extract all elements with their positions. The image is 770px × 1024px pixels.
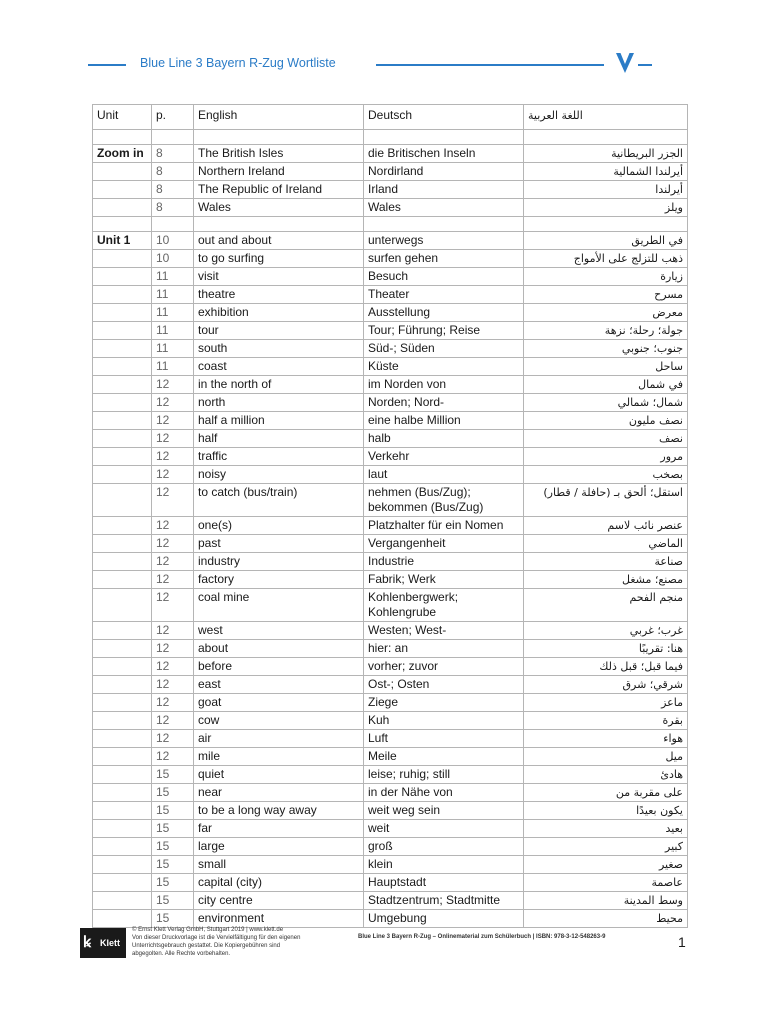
spacer-cell xyxy=(93,217,152,232)
unit-cell xyxy=(93,748,152,766)
copyright-line: Von dieser Druckvorlage ist die Vervielfältigung für den eigenen xyxy=(132,935,301,941)
page-cell: 12 xyxy=(152,640,194,658)
deutsch-cell: Platzhalter für ein Nomen xyxy=(364,517,524,535)
vocab-row xyxy=(93,676,688,694)
deutsch-cell: Irland xyxy=(364,181,524,199)
deutsch-cell: Küste xyxy=(364,358,524,376)
unit-cell: Zoom in xyxy=(93,145,152,163)
deutsch-cell: Süd-; Süden xyxy=(364,340,524,358)
english-cell: tour xyxy=(194,322,364,340)
english-cell: noisy xyxy=(194,466,364,484)
unit-cell xyxy=(93,181,152,199)
english-cell: coal mine xyxy=(194,589,364,622)
deutsch-cell: eine halbe Million xyxy=(364,412,524,430)
arabic-cell: ماعز xyxy=(524,694,688,712)
arabic-cell: بقرة xyxy=(524,712,688,730)
deutsch-cell: in der Nähe von xyxy=(364,784,524,802)
unit-cell xyxy=(93,199,152,217)
english-cell: to go surfing xyxy=(194,250,364,268)
english-cell: west xyxy=(194,622,364,640)
page-cell: 15 xyxy=(152,892,194,910)
arabic-cell: وسط المدينة xyxy=(524,892,688,910)
deutsch-cell: Tour; Führung; Reise xyxy=(364,322,524,340)
page-cell: 8 xyxy=(152,163,194,181)
column-header-page: p. xyxy=(152,105,194,130)
spacer-cell xyxy=(364,130,524,145)
english-cell: to be a long way away xyxy=(194,802,364,820)
unit-cell xyxy=(93,322,152,340)
english-cell: large xyxy=(194,838,364,856)
deutsch-cell: Verkehr xyxy=(364,448,524,466)
unit-cell xyxy=(93,448,152,466)
english-cell: past xyxy=(194,535,364,553)
copyright-line: abgegolten. Alle Rechte vorbehalten. xyxy=(132,951,231,957)
english-cell: before xyxy=(194,658,364,676)
english-cell: about xyxy=(194,640,364,658)
english-cell: north xyxy=(194,394,364,412)
page-cell: 15 xyxy=(152,766,194,784)
page-cell: 12 xyxy=(152,589,194,622)
page-cell: 8 xyxy=(152,181,194,199)
arabic-cell: محيط xyxy=(524,910,688,928)
vocab-row xyxy=(93,589,688,622)
arabic-cell: هادئ xyxy=(524,766,688,784)
page-cell: 12 xyxy=(152,448,194,466)
arabic-cell: مرور xyxy=(524,448,688,466)
spacer-cell xyxy=(194,130,364,145)
english-cell: mile xyxy=(194,748,364,766)
unit-cell xyxy=(93,712,152,730)
arabic-cell: على مقربة من xyxy=(524,784,688,802)
arabic-cell: الجزر البريطانية xyxy=(524,145,688,163)
arabic-cell: ساحل xyxy=(524,358,688,376)
spacer-cell xyxy=(93,130,152,145)
unit-cell xyxy=(93,802,152,820)
vocab-row xyxy=(93,268,688,286)
vocab-row xyxy=(93,820,688,838)
arabic-cell: مصنع؛ مشغل xyxy=(524,571,688,589)
unit-cell xyxy=(93,874,152,892)
unit-cell xyxy=(93,589,152,622)
page-cell: 10 xyxy=(152,250,194,268)
arabic-cell: أيرلندا xyxy=(524,181,688,199)
deutsch-cell: Ausstellung xyxy=(364,304,524,322)
arabic-cell: نصف xyxy=(524,430,688,448)
vocab-row xyxy=(93,658,688,676)
english-cell: industry xyxy=(194,553,364,571)
english-cell: half a million xyxy=(194,412,364,430)
vocab-row xyxy=(93,874,688,892)
english-cell: out and about xyxy=(194,232,364,250)
page-cell: 12 xyxy=(152,394,194,412)
deutsch-cell: leise; ruhig; still xyxy=(364,766,524,784)
arabic-cell: فيما قبل؛ قبل ذلك xyxy=(524,658,688,676)
deutsch-cell: Besuch xyxy=(364,268,524,286)
english-cell: exhibition xyxy=(194,304,364,322)
arabic-cell: منجم الفحم xyxy=(524,589,688,622)
unit-cell xyxy=(93,430,152,448)
unit-cell xyxy=(93,892,152,910)
english-cell: The British Isles xyxy=(194,145,364,163)
arabic-cell: في الطريق xyxy=(524,232,688,250)
unit-cell xyxy=(93,676,152,694)
vocab-row xyxy=(93,622,688,640)
copyright-notice xyxy=(132,926,372,958)
vocabulary-table xyxy=(92,104,688,928)
header-rule-right xyxy=(376,64,604,66)
page-cell: 12 xyxy=(152,658,194,676)
unit-cell xyxy=(93,286,152,304)
english-cell: city centre xyxy=(194,892,364,910)
arabic-cell: بعيد xyxy=(524,820,688,838)
page-cell: 12 xyxy=(152,517,194,535)
unit-cell xyxy=(93,517,152,535)
deutsch-cell: Hauptstadt xyxy=(364,874,524,892)
arabic-cell: ميل xyxy=(524,748,688,766)
english-cell: one(s) xyxy=(194,517,364,535)
arabic-cell: الماضي xyxy=(524,535,688,553)
english-cell: south xyxy=(194,340,364,358)
arabic-cell: بصخب xyxy=(524,466,688,484)
page-footer xyxy=(80,926,700,966)
unit-cell xyxy=(93,766,152,784)
arabic-cell: نصف مليون xyxy=(524,412,688,430)
deutsch-cell: im Norden von xyxy=(364,376,524,394)
unit-cell xyxy=(93,910,152,928)
page-cell: 15 xyxy=(152,856,194,874)
klett-logo-text: Klett xyxy=(100,938,120,948)
unit-cell xyxy=(93,694,152,712)
section-spacer xyxy=(93,130,688,145)
page-cell: 12 xyxy=(152,571,194,589)
vocab-row xyxy=(93,535,688,553)
unit-cell xyxy=(93,856,152,874)
header-rule-end xyxy=(638,64,652,66)
vocab-row xyxy=(93,199,688,217)
table-header-row xyxy=(93,105,688,130)
arabic-cell: صغير xyxy=(524,856,688,874)
copyright-line: © Ernst Klett Verlag GmbH, Stuttgart 2019 | www.klett.de xyxy=(132,927,284,933)
page-cell: 12 xyxy=(152,430,194,448)
page-cell: 12 xyxy=(152,622,194,640)
arabic-cell: معرض xyxy=(524,304,688,322)
vocab-row xyxy=(93,784,688,802)
english-cell: goat xyxy=(194,694,364,712)
deutsch-cell: Nordirland xyxy=(364,163,524,181)
unit-cell: Unit 1 xyxy=(93,232,152,250)
klett-logo xyxy=(80,928,126,958)
deutsch-cell: die Britischen Inseln xyxy=(364,145,524,163)
vocab-row xyxy=(93,340,688,358)
vocab-row xyxy=(93,358,688,376)
page-header xyxy=(88,52,654,78)
unit-cell xyxy=(93,658,152,676)
unit-cell xyxy=(93,838,152,856)
vocab-row xyxy=(93,145,688,163)
arabic-cell: أيرلندا الشمالية xyxy=(524,163,688,181)
unit-cell xyxy=(93,784,152,802)
unit-cell xyxy=(93,163,152,181)
deutsch-cell: Theater xyxy=(364,286,524,304)
vocab-row xyxy=(93,517,688,535)
page-cell: 11 xyxy=(152,322,194,340)
vocab-row xyxy=(93,466,688,484)
deutsch-cell: Luft xyxy=(364,730,524,748)
vocab-row xyxy=(93,910,688,928)
column-header-english: English xyxy=(194,105,364,130)
arabic-cell: جنوب؛ جنوبي xyxy=(524,340,688,358)
arabic-cell: هنا: تقريبًا xyxy=(524,640,688,658)
unit-cell xyxy=(93,640,152,658)
vocab-row xyxy=(93,430,688,448)
english-cell: near xyxy=(194,784,364,802)
deutsch-cell: Westen; West- xyxy=(364,622,524,640)
deutsch-cell: klein xyxy=(364,856,524,874)
page-cell: 12 xyxy=(152,535,194,553)
spacer-cell xyxy=(152,217,194,232)
vocab-row xyxy=(93,571,688,589)
unit-cell xyxy=(93,304,152,322)
deutsch-cell: Wales xyxy=(364,199,524,217)
arabic-cell: مسرح xyxy=(524,286,688,304)
arabic-cell: ذهب للتزلج على الأمواج xyxy=(524,250,688,268)
page-cell: 12 xyxy=(152,730,194,748)
english-cell: visit xyxy=(194,268,364,286)
page-cell: 15 xyxy=(152,910,194,928)
page-cell: 12 xyxy=(152,553,194,571)
english-cell: half xyxy=(194,430,364,448)
page-cell: 12 xyxy=(152,712,194,730)
page-cell: 11 xyxy=(152,268,194,286)
deutsch-cell: hier: an xyxy=(364,640,524,658)
deutsch-cell: weit xyxy=(364,820,524,838)
english-cell: cow xyxy=(194,712,364,730)
spacer-cell xyxy=(524,217,688,232)
page-cell: 8 xyxy=(152,145,194,163)
english-cell: coast xyxy=(194,358,364,376)
page-cell: 15 xyxy=(152,784,194,802)
deutsch-cell: Industrie xyxy=(364,553,524,571)
arabic-cell: زيارة xyxy=(524,268,688,286)
unit-cell xyxy=(93,820,152,838)
arabic-cell: ويلز xyxy=(524,199,688,217)
vocab-row xyxy=(93,163,688,181)
unit-cell xyxy=(93,376,152,394)
arabic-cell: شرقي؛ شرق xyxy=(524,676,688,694)
spacer-cell xyxy=(364,217,524,232)
spacer-cell xyxy=(194,217,364,232)
unit-cell xyxy=(93,250,152,268)
page-cell: 11 xyxy=(152,286,194,304)
english-cell: east xyxy=(194,676,364,694)
vocab-row xyxy=(93,640,688,658)
english-cell: small xyxy=(194,856,364,874)
deutsch-cell: Ziege xyxy=(364,694,524,712)
english-cell: far xyxy=(194,820,364,838)
vocab-row xyxy=(93,181,688,199)
deutsch-cell: Vergangenheit xyxy=(364,535,524,553)
page-cell: 12 xyxy=(152,466,194,484)
unit-cell xyxy=(93,484,152,517)
page-number: 1 xyxy=(678,934,686,950)
arabic-cell: في شمال xyxy=(524,376,688,394)
unit-cell xyxy=(93,730,152,748)
arabic-cell: جولة؛ رحلة؛ نزهة xyxy=(524,322,688,340)
section-spacer xyxy=(93,217,688,232)
vocab-row xyxy=(93,232,688,250)
vocab-row xyxy=(93,376,688,394)
english-cell: theatre xyxy=(194,286,364,304)
english-cell: to catch (bus/train) xyxy=(194,484,364,517)
arabic-cell: عاصمة xyxy=(524,874,688,892)
klett-symbol-icon: ꝃ xyxy=(83,934,92,951)
unit-cell xyxy=(93,466,152,484)
deutsch-cell: Umgebung xyxy=(364,910,524,928)
arabic-cell: غرب؛ غربي xyxy=(524,622,688,640)
page-cell: 12 xyxy=(152,412,194,430)
page-cell: 15 xyxy=(152,874,194,892)
arabic-cell: هواء xyxy=(524,730,688,748)
arabic-cell: عنصر نائب لاسم xyxy=(524,517,688,535)
deutsch-cell: nehmen (Bus/Zug); bekommen (Bus/Zug) xyxy=(364,484,524,517)
arabic-cell: يكون بعيدًا xyxy=(524,802,688,820)
english-cell: quiet xyxy=(194,766,364,784)
english-cell: environment xyxy=(194,910,364,928)
vocab-row xyxy=(93,412,688,430)
page-cell: 15 xyxy=(152,802,194,820)
deutsch-cell: laut xyxy=(364,466,524,484)
unit-cell xyxy=(93,553,152,571)
page-cell: 12 xyxy=(152,748,194,766)
unit-cell xyxy=(93,535,152,553)
page-cell: 11 xyxy=(152,358,194,376)
arabic-cell: كبير xyxy=(524,838,688,856)
unit-cell xyxy=(93,340,152,358)
vocab-row xyxy=(93,730,688,748)
vocab-row xyxy=(93,766,688,784)
arabic-cell: شمال؛ شمالي xyxy=(524,394,688,412)
deutsch-cell: Stadtzentrum; Stadtmitte xyxy=(364,892,524,910)
english-cell: traffic xyxy=(194,448,364,466)
english-cell: capital (city) xyxy=(194,874,364,892)
deutsch-cell: groß xyxy=(364,838,524,856)
vocab-row xyxy=(93,892,688,910)
column-header-deutsch: Deutsch xyxy=(364,105,524,130)
vocab-row xyxy=(93,250,688,268)
page-cell: 10 xyxy=(152,232,194,250)
column-header-arabic: اللغة العربية xyxy=(524,105,688,130)
page-cell: 15 xyxy=(152,838,194,856)
vocab-row xyxy=(93,304,688,322)
page-cell: 8 xyxy=(152,199,194,217)
unit-cell xyxy=(93,268,152,286)
page-cell: 11 xyxy=(152,304,194,322)
page-cell: 11 xyxy=(152,340,194,358)
page-cell: 12 xyxy=(152,376,194,394)
vocab-row xyxy=(93,286,688,304)
deutsch-cell: halb xyxy=(364,430,524,448)
header-rule-left xyxy=(88,64,126,66)
v-logo-icon xyxy=(614,50,636,76)
deutsch-cell: unterwegs xyxy=(364,232,524,250)
vocab-row xyxy=(93,694,688,712)
vocab-row xyxy=(93,448,688,466)
page-cell: 15 xyxy=(152,820,194,838)
deutsch-cell: Fabrik; Werk xyxy=(364,571,524,589)
vocab-row xyxy=(93,394,688,412)
unit-cell xyxy=(93,622,152,640)
vocab-row xyxy=(93,856,688,874)
english-cell: in the north of xyxy=(194,376,364,394)
vocab-row xyxy=(93,322,688,340)
english-cell: Wales xyxy=(194,199,364,217)
deutsch-cell: surfen gehen xyxy=(364,250,524,268)
source-line: Blue Line 3 Bayern R-Zug – Onlinematerial zum Schülerbuch | ISBN: 978-3-12-548263-9 xyxy=(358,934,606,940)
vocab-row xyxy=(93,712,688,730)
arabic-cell: استقل؛ ألحق بـ (حافلة / قطار) xyxy=(524,484,688,517)
deutsch-cell: Kuh xyxy=(364,712,524,730)
english-cell: air xyxy=(194,730,364,748)
deutsch-cell: Meile xyxy=(364,748,524,766)
page-cell: 12 xyxy=(152,484,194,517)
deutsch-cell: Ost-; Osten xyxy=(364,676,524,694)
vocab-row xyxy=(93,748,688,766)
english-cell: Northern Ireland xyxy=(194,163,364,181)
unit-cell xyxy=(93,571,152,589)
english-cell: The Republic of Ireland xyxy=(194,181,364,199)
deutsch-cell: vorher; zuvor xyxy=(364,658,524,676)
page-title: Blue Line 3 Bayern R-Zug Wortliste xyxy=(140,56,336,70)
deutsch-cell: Norden; Nord- xyxy=(364,394,524,412)
english-cell: factory xyxy=(194,571,364,589)
deutsch-cell: weit weg sein xyxy=(364,802,524,820)
deutsch-cell: Kohlenbergwerk; Kohlengrube xyxy=(364,589,524,622)
vocab-row xyxy=(93,802,688,820)
vocab-row xyxy=(93,838,688,856)
page-cell: 12 xyxy=(152,676,194,694)
spacer-cell xyxy=(524,130,688,145)
arabic-cell: صناعة xyxy=(524,553,688,571)
copyright-line: Unterrichtsgebrauch gestattet. Die Kopiergebühren sind xyxy=(132,943,281,949)
vocab-row xyxy=(93,484,688,517)
column-header-unit: Unit xyxy=(93,105,152,130)
unit-cell xyxy=(93,394,152,412)
vocab-row xyxy=(93,553,688,571)
unit-cell xyxy=(93,412,152,430)
spacer-cell xyxy=(152,130,194,145)
unit-cell xyxy=(93,358,152,376)
page-cell: 12 xyxy=(152,694,194,712)
